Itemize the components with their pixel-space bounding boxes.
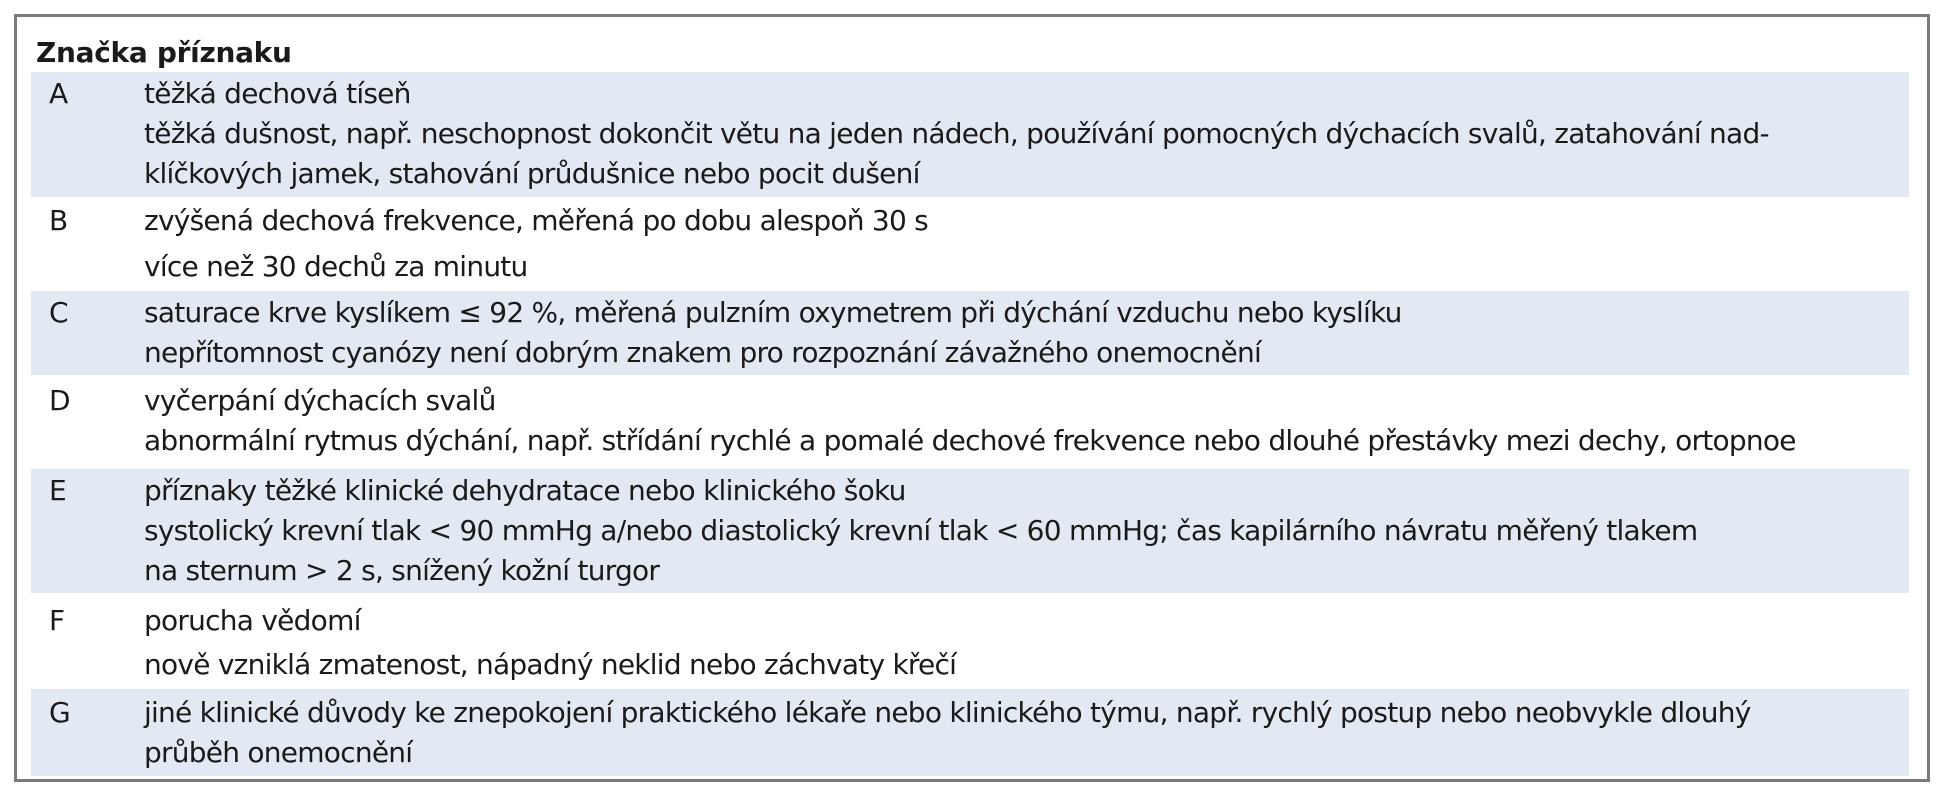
row-line: systolický krevní tlak < 90 mmHg a/nebo diastolický krevní tlak < 60 mmHg; čas kapilárního návratu měřený tlakem <box>144 514 1698 547</box>
table-row-c <box>31 291 1909 375</box>
row-line: saturace krve kyslíkem ≤ 92 %, měřená pulzním oxymetrem při dýchání vzduchu nebo kyslíku <box>144 296 1402 329</box>
table-header: Značka příznaku <box>36 36 292 69</box>
row-line: abnormální rytmus dýchání, např. střídání rychlé a pomalé dechové frekvence nebo dlouhé přestávky mezi dechy, ortopnoe <box>144 424 1796 457</box>
row-code: C <box>49 296 69 329</box>
row-line: průběh onemocnění <box>144 736 413 769</box>
row-line: nepřítomnost cyanózy není dobrým znakem pro rozpoznání závažného onemocnění <box>144 336 1262 369</box>
row-text <box>144 471 1901 591</box>
row-line: více než 30 dechů za minutu <box>144 250 528 283</box>
table-row-e <box>31 469 1909 593</box>
row-line: jiné klinické důvody ke znepokojení praktického lékaře nebo klinického týmu, např. rychlý postup nebo neobvykle dlouhý <box>144 696 1751 729</box>
row-code: G <box>49 696 71 729</box>
symptom-table <box>14 14 1930 782</box>
row-text <box>144 74 1901 194</box>
row-code: E <box>49 474 67 507</box>
row-line: porucha vědomí <box>144 604 361 637</box>
row-text <box>144 201 1901 287</box>
row-code: B <box>49 204 69 237</box>
row-text <box>144 601 1901 685</box>
table-row-b <box>31 199 1909 289</box>
table-row-g <box>31 689 1909 776</box>
row-text <box>144 381 1901 461</box>
table-row-f <box>31 595 1909 687</box>
row-code: D <box>49 384 71 417</box>
table-row-d <box>31 377 1909 467</box>
row-line: nově vzniklá zmatenost, nápadný neklid nebo záchvaty křečí <box>144 648 957 681</box>
row-code: A <box>49 77 69 110</box>
row-text <box>144 293 1901 373</box>
row-line: těžká dušnost, např. neschopnost dokončit větu na jeden nádech, používání pomocných dýchacích svalů, zatahování nad- <box>144 117 1769 150</box>
row-line: vyčerpání dýchacích svalů <box>144 384 496 417</box>
row-code: F <box>49 604 66 637</box>
row-line: klíčkových jamek, stahování průdušnice nebo pocit dušení <box>144 157 920 190</box>
row-line: příznaky těžké klinické dehydratace nebo klinického šoku <box>144 474 906 507</box>
row-line: na sternum > 2 s, snížený kožní turgor <box>144 554 660 587</box>
table-row-a <box>31 72 1909 197</box>
row-line: těžká dechová tíseň <box>144 77 411 110</box>
row-text <box>144 693 1901 773</box>
row-line: zvýšená dechová frekvence, měřená po dobu alespoň 30 s <box>144 204 928 237</box>
